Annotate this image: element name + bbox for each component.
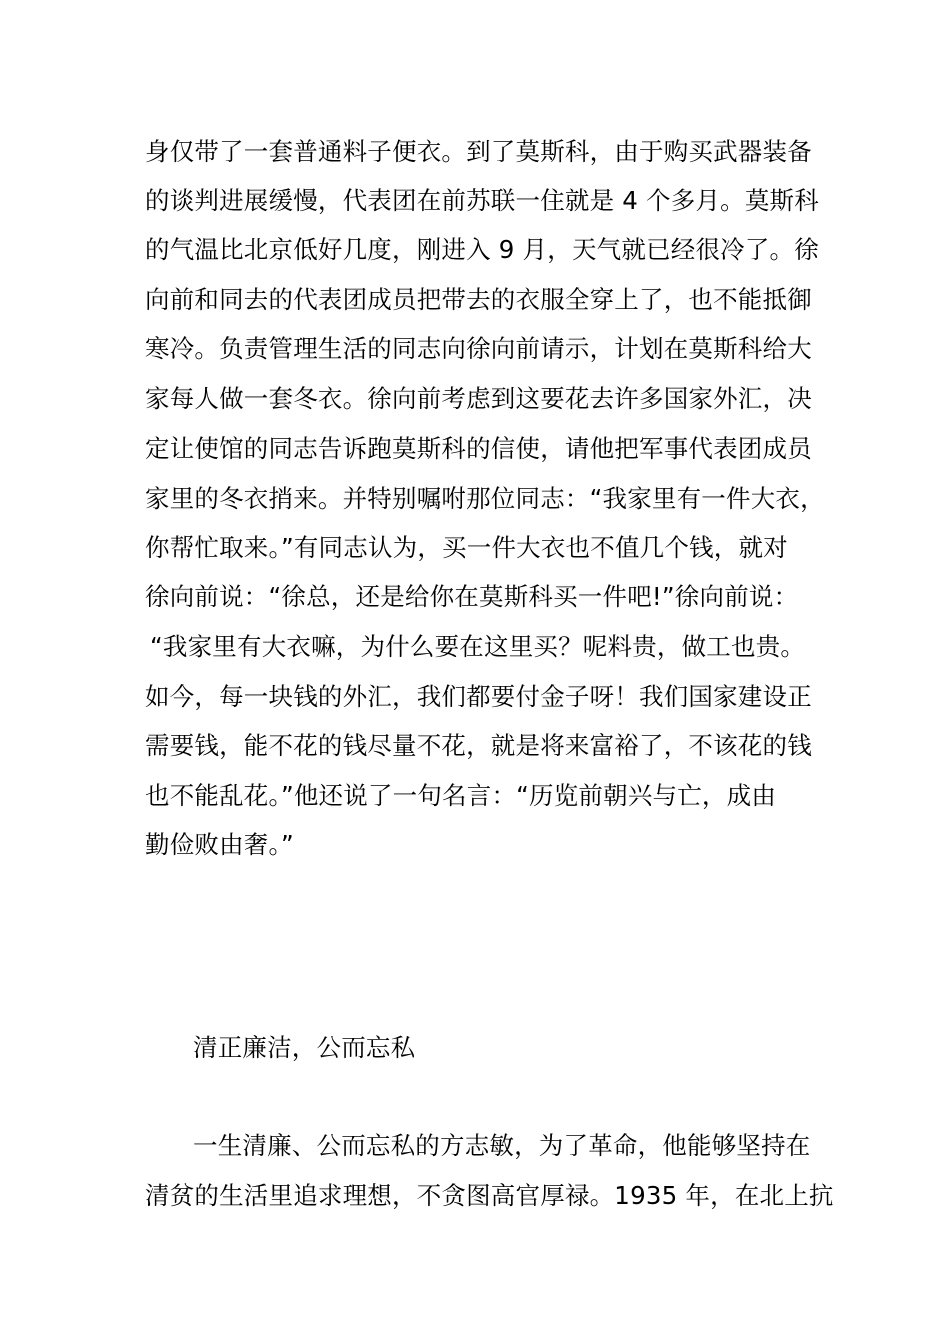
text-line: 徐向前说：“徐总，还是给你在莫斯科买一件吧!”徐向前说： xyxy=(145,582,799,611)
text-line: 如今，每一块钱的外汇，我们都要付金子呀！我们国家建设正 xyxy=(145,682,812,711)
text-line: 也不能乱花。”他还说了一句名言：“历览前朝兴与亡，成由 xyxy=(145,781,777,810)
text-line: 向前和同去的代表团成员把带去的衣服全穿上了，也不能抵御 xyxy=(145,285,812,314)
text-line: 寒冷。负责管理生活的同志向徐向前请示，计划在莫斯科给大 xyxy=(145,334,812,363)
text-line: 清贫的生活里追求理想，不贪图高官厚禄。1935 年，在北上抗 xyxy=(145,1181,834,1210)
text-line: 勤俭败由奢。” xyxy=(145,830,294,859)
text-line: 身仅带了一套普通料子便衣。到了莫斯科，由于购买武器装备 xyxy=(145,137,812,166)
text-line: “我家里有大衣嘛，为什么要在这里买？呢料贵，做工也贵。 xyxy=(150,632,806,661)
text-line: 你帮忙取来。”有同志认为，买一件大衣也不值几个钱，就对 xyxy=(145,533,788,562)
text-line: 的谈判进展缓慢，代表团在前苏联一住就是 4 个多月。莫斯科 xyxy=(145,186,819,215)
text-line: 家里的冬衣捎来。并特别嘱咐那位同志：“我家里有一件大衣， xyxy=(145,484,825,513)
text-line: 家每人做一套冬衣。徐向前考虑到这要花去许多国家外汇，决 xyxy=(145,384,812,413)
text-line: 一生清廉、公而忘私的方志敏，为了革命，他能够坚持在 xyxy=(193,1131,811,1160)
text-line: 的气温比北京低好几度，刚进入 9 月，天气就已经很冷了。徐 xyxy=(145,235,819,264)
text-line: 定让使馆的同志告诉跑莫斯科的信使，请他把军事代表团成员 xyxy=(145,434,812,463)
text-line: 需要钱，能不花的钱尽量不花，就是将来富裕了，不该花的钱 xyxy=(145,731,812,760)
section-heading: 清正廉洁，公而忘私 xyxy=(193,1033,416,1062)
